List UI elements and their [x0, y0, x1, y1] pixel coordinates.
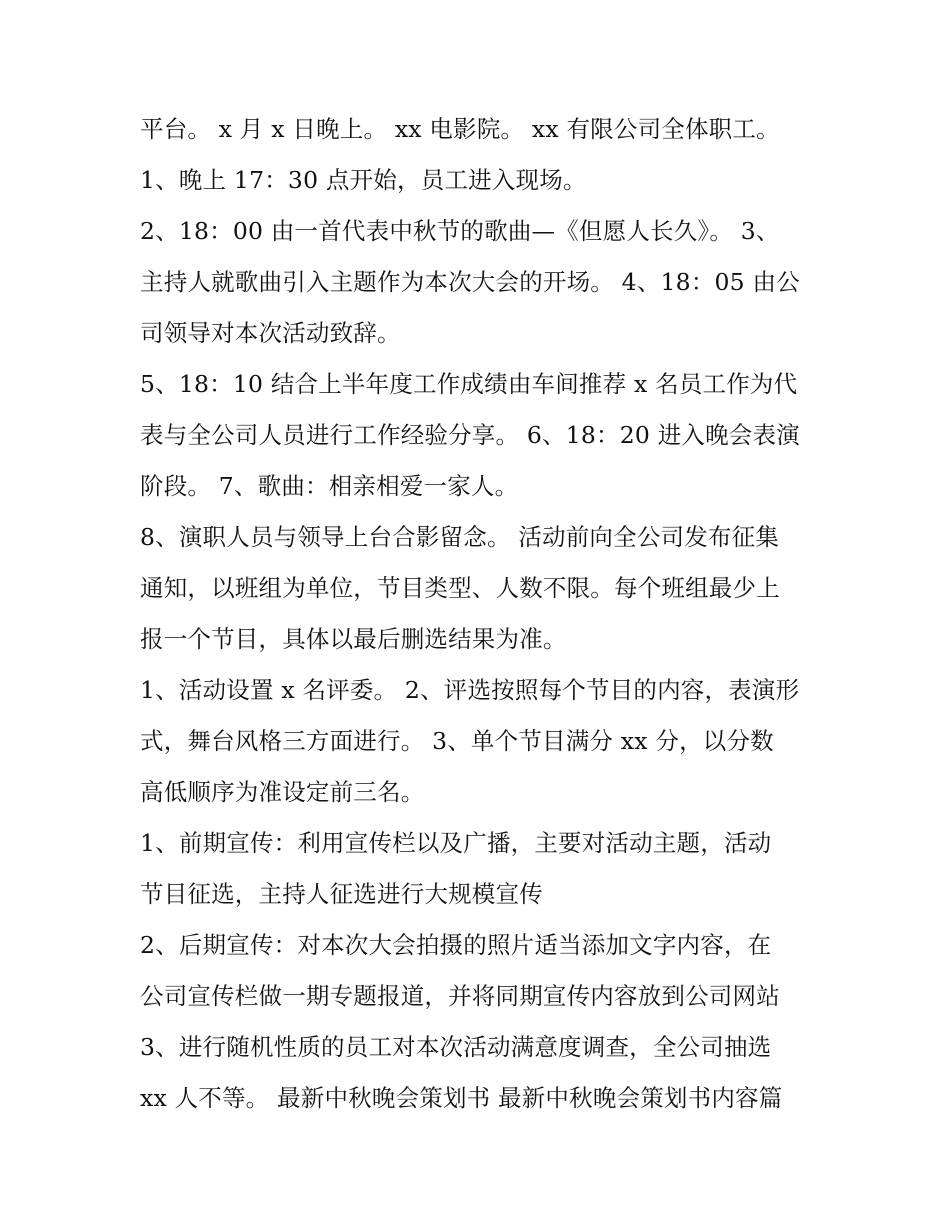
text-line: 2、后期宣传：对本次大会拍摄的照片适当添加文字内容，在 — [140, 931, 772, 959]
text-line: 报一个节目，具体以最后删选结果为准。 — [140, 625, 567, 653]
text-line: 5、18：10 结合上半年度工作成绩由车间推荐 x 名员工作为代 — [140, 370, 798, 398]
text-line: 平台。 x 月 x 日晚上。 xx 电影院。 xx 有限公司全体职工。 — [140, 115, 780, 143]
text-line: 司领导对本次活动致辞。 — [140, 319, 401, 347]
text-line: 公司宣传栏做一期专题报道，并将同期宣传内容放到公司网站 — [140, 982, 780, 1010]
text-line: 1、前期宣传：利用宣传栏以及广播，主要对活动主题，活动 — [140, 829, 772, 857]
text-line: xx 人不等。 最新中秋晚会策划书 最新中秋晚会策划书内容篇 — [140, 1084, 783, 1112]
text-line: 1、活动设置 x 名评委。 2、评选按照每个节目的内容，表演形 — [140, 676, 800, 704]
text-line: 8、演职人员与领导上台合影留念。 活动前向全公司发布征集 — [140, 523, 780, 551]
text-line: 3、进行随机性质的员工对本次活动满意度调查，全公司抽选 — [140, 1033, 772, 1061]
text-line: 节目征选，主持人征选进行大规模宣传 — [140, 880, 543, 908]
text-line: 式，舞台风格三方面进行。 3、单个节目满分 xx 分，以分数 — [140, 727, 774, 755]
text-line: 通知，以班组为单位，节目类型、人数不限。每个班组最少上 — [140, 574, 780, 602]
text-line: 高低顺序为准设定前三名。 — [140, 778, 425, 806]
document-body — [140, 104, 820, 1124]
text-line: 阶段。 7、歌曲：相亲相爱一家人。 — [140, 472, 519, 500]
text-line: 表与全公司人员进行工作经验分享。 6、18：20 进入晚会表演 — [140, 421, 800, 449]
text-line: 2、18：00 由一首代表中秋节的歌曲—《但愿人长久》。 3、 — [140, 217, 780, 245]
text-line: 主持人就歌曲引入主题作为本次大会的开场。 4、18：05 由公 — [140, 268, 800, 296]
text-line: 1、晚上 17：30 点开始，员工进入现场。 — [140, 166, 587, 194]
